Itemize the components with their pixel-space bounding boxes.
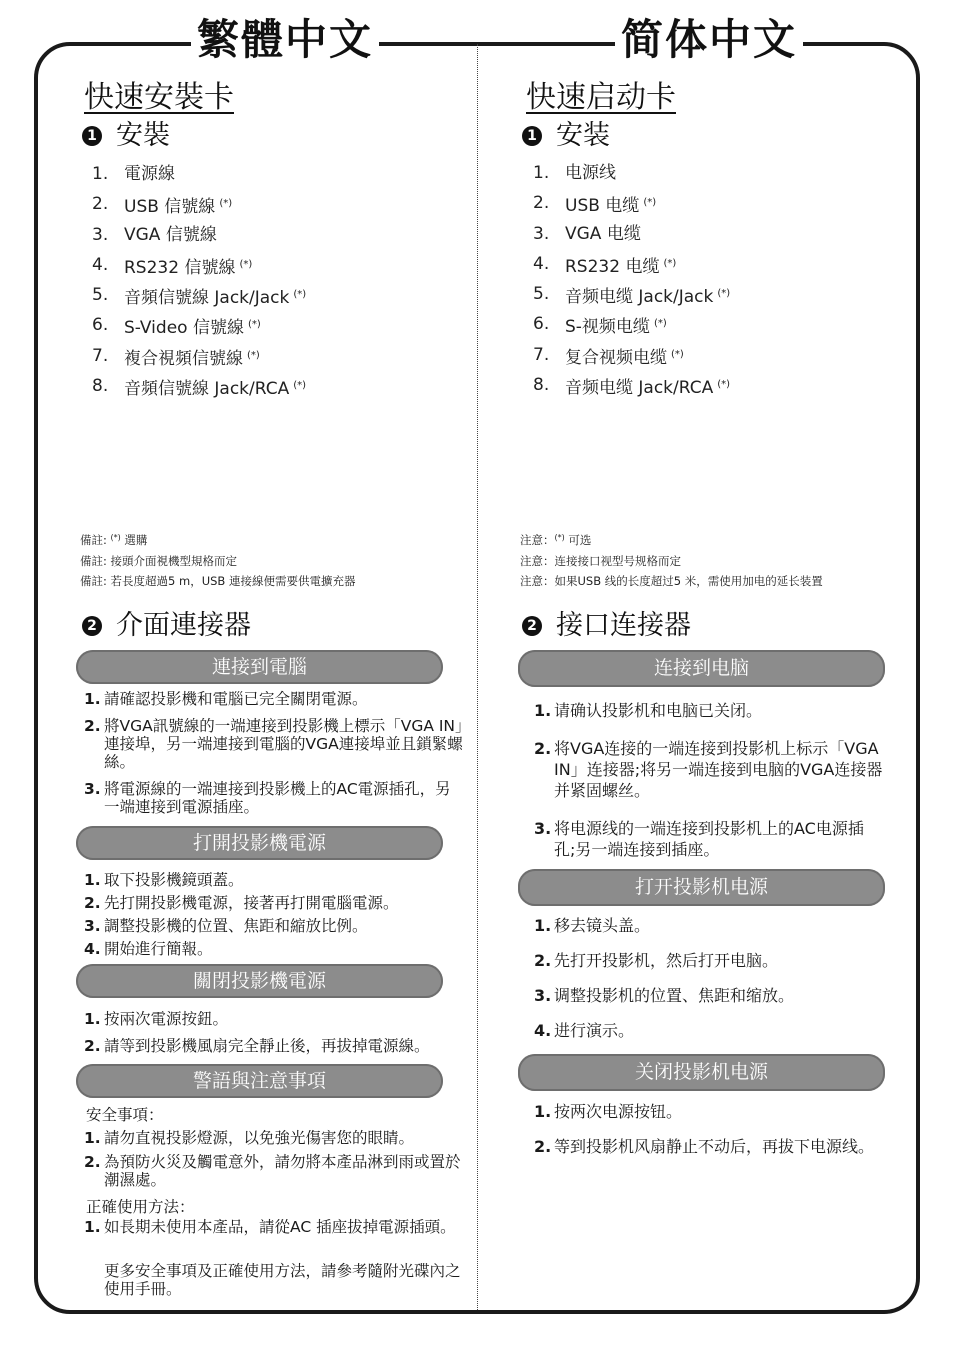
connect-to-pc-bar: 連接到電腦: [76, 650, 443, 684]
optional-mark: (*): [239, 258, 253, 270]
connectors-heading-text: 介面連接器: [116, 610, 251, 641]
list-item: 3. 调整投影机的位置、焦距和缩放。: [534, 986, 795, 1005]
list-item: 6. S-Video 信號線 (*): [92, 315, 261, 339]
install-heading: [82, 120, 170, 152]
power-off-steps: [84, 1010, 466, 1055]
notes: [80, 528, 355, 592]
list-item: 2. 将VGA连接的一端连接到投影机上标示「VGA IN」连接器;将另一端连接到电脑的VGA连接器并紧固螺丝。: [534, 739, 883, 800]
list-item: 2. 將VGA訊號線的一端連接到投影機上標示「VGA IN」連接埠，另一端連接到電腦的VGA連接埠並且鎖緊螺絲。: [84, 717, 463, 771]
list-item: 4. 開始進行簡報。: [84, 940, 213, 958]
list-item: 1. 取下投影機鏡頭蓋。: [84, 871, 244, 889]
number-one-icon: 1: [82, 126, 102, 146]
note-connector: 備註: 接頭介面視機型規格而定: [80, 553, 238, 568]
safety-label: 安全事項：: [86, 1106, 164, 1124]
list-item: 1. 按两次电源按钮。: [534, 1102, 683, 1121]
install-items-list: [92, 164, 306, 406]
list-item: 8. 音频电缆 Jack/RCA (*): [533, 375, 731, 399]
list-item: 4. RS232 信號線 (*): [92, 254, 253, 278]
optional-mark: (*): [717, 288, 731, 300]
optional-mark: (*): [293, 380, 307, 392]
list-item: 5. 音频电缆 Jack/Jack (*): [533, 284, 731, 308]
list-item: 8. 音頻信號線 Jack/RCA (*): [92, 376, 307, 400]
note-optional: 注意：(*) 可选: [520, 533, 592, 547]
list-item: 3. 調整投影機的位置、焦距和縮放比例。: [84, 917, 368, 935]
install-heading-text: 安裝: [116, 120, 170, 151]
optional-mark: (*): [219, 198, 233, 210]
usage-steps: [84, 1218, 466, 1236]
list-item: 1. 按兩次電源按鈕。: [84, 1010, 229, 1028]
power-on-steps: [84, 871, 466, 958]
list-item: 1. 電源線: [92, 164, 175, 184]
traditional-chinese-header: 繁體中文: [191, 10, 379, 70]
list-item: 4. RS232 电缆 (*): [533, 253, 677, 277]
optional-mark: (*): [653, 318, 667, 330]
note-connector: 注意：连接接口视型号规格而定: [520, 553, 681, 568]
optional-mark: (*): [671, 348, 684, 360]
list-item: 7. 复合视频电缆 (*): [533, 344, 684, 368]
list-item: 1. 请确认投影机和电脑已关闭。: [534, 701, 763, 720]
connect-steps: [84, 690, 466, 816]
list-item: 2. 為預防火災及觸電意外，請勿將本產品淋到雨或置於潮濕處。: [84, 1153, 461, 1189]
connect-steps: [534, 700, 884, 860]
list-item: 2. USB 电缆 (*): [533, 193, 657, 217]
card-title: 快速启动卡: [526, 80, 676, 115]
optional-mark: (*): [293, 289, 307, 301]
list-item: 6. S-视频电缆 (*): [533, 314, 667, 338]
safety-steps: [84, 1129, 466, 1189]
simplified-chinese-header: 简体中文: [615, 10, 803, 70]
power-on-bar: 打开投影机电源: [518, 869, 885, 906]
list-item: 5. 音頻信號線 Jack/Jack (*): [92, 285, 307, 309]
power-off-steps: [534, 1101, 874, 1157]
list-item: 1. 請確認投影機和電腦已完全關閉電源。: [84, 690, 368, 708]
list-item: 3. VGA 信號線: [92, 224, 217, 245]
list-item: 3. VGA 电缆: [533, 223, 641, 244]
number-two-icon: 2: [82, 616, 102, 636]
power-on-bar: 打開投影機電源: [76, 826, 443, 860]
optional-mark: (*): [717, 379, 731, 391]
list-item: 1. 移去镜头盖。: [534, 916, 651, 935]
list-item: 1. 如長期未使用本產品，請從AC 插座拔掉電源插頭。: [84, 1218, 456, 1236]
connectors-heading: [522, 610, 691, 642]
note-usb-length: 注意：如果USB 线的长度超过5 米，需使用加电的延长装置: [520, 574, 823, 588]
connectors-heading: [82, 610, 251, 642]
list-item: 2. USB 信號線 (*): [92, 194, 233, 218]
list-item: 2. 先打開投影機電源，接著再打開電腦電源。: [84, 894, 399, 912]
power-off-bar: 关闭投影机电源: [518, 1054, 885, 1091]
power-on-steps: [534, 915, 884, 1041]
warnings-bar: 警語與注意事項: [76, 1064, 443, 1098]
list-item: 4. 进行演示。: [534, 1021, 635, 1040]
card-title: 快速安裝卡: [84, 80, 234, 115]
list-item: 7. 複合視頻信號線 (*): [92, 345, 260, 369]
optional-mark: (*): [247, 319, 261, 331]
column-divider: [477, 44, 478, 1310]
number-two-icon: 2: [522, 616, 542, 636]
usage-label: 正確使用方法：: [86, 1198, 195, 1216]
install-heading-text: 安装: [556, 120, 610, 151]
optional-mark: (*): [643, 197, 657, 209]
notes: [520, 528, 823, 592]
list-item: 2. 等到投影机风扇静止不动后，再拔下电源线。: [534, 1137, 875, 1156]
connect-to-pc-bar: 连接到电脑: [518, 650, 885, 687]
more-info-text: 更多安全事項及正確使用方法，請參考隨附光碟內之使用手冊。: [104, 1262, 461, 1298]
list-item: 1. 請勿直視投影燈源，以免強光傷害您的眼睛。: [84, 1129, 415, 1147]
number-one-icon: 1: [522, 126, 542, 146]
note-optional: 備註: (*) 選購: [80, 533, 148, 547]
list-item: 2. 請等到投影機風扇完全靜止後，再拔掉電源線。: [84, 1037, 430, 1055]
list-item: 1. 电源线: [533, 163, 616, 183]
list-item: 3. 将电源线的一端连接到投影机上的AC电源插孔;另一端连接到插座。: [534, 819, 864, 859]
note-usb-length: 備註: 若長度超過5 m，USB 連接線便需要供電擴充器: [80, 574, 356, 588]
optional-mark: (*): [247, 349, 260, 361]
list-item: 3. 將電源線的一端連接到投影機上的AC電源插孔，另一端連接到電源插座。: [84, 780, 451, 816]
list-item: 2. 先打开投影机，然后打开电脑。: [534, 951, 779, 970]
connectors-heading-text: 接口连接器: [556, 610, 691, 641]
install-heading: [522, 120, 610, 152]
power-off-bar: 關閉投影機電源: [76, 964, 443, 998]
install-items-list: [533, 163, 730, 405]
optional-mark: (*): [663, 257, 677, 269]
